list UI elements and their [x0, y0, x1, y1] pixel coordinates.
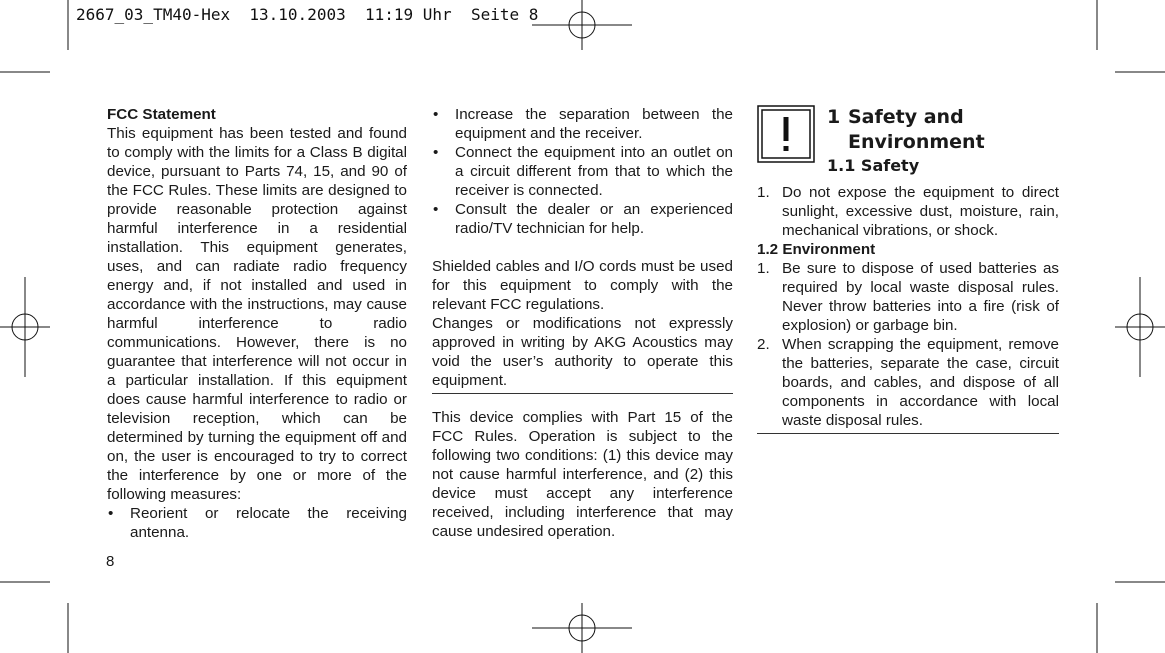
- item-text: Be sure to dispose of used batteries as required by local waste disposal rules. Never throw batteries into a fire (risk of explosion) or garbage bin.: [782, 260, 1059, 334]
- environment-item: [757, 335, 1059, 430]
- column-right: [757, 105, 1059, 448]
- environment-item: [757, 259, 1059, 335]
- fcc-statement-body: This equipment has been tested and found to comply with the limits for a Class B digital device, pursuant to Parts 74, 15, and 90 of the FCC Rules. These limits are designed to provide reasonable protection against harmful interference in a residential installation. This equipment generates, uses, and can radiate radio frequency energy and, if not installed and used in accordance with the instructions, may cause harmful interference to radio communications. However, there is no guarantee that interference will not occur in a particular installation. If this equipment does cause harmful interference to radio or television reception, which can be determined by turning the equipment off and on, the user is encouraged to try to correct the interference by one or more of the following measures:: [107, 125, 407, 503]
- section-number: 1: [827, 106, 841, 128]
- modifications-paragraph: Changes or modifications not expressly approved in writing by AKG Acoustics may void the user’s authority to operate this equipment.: [432, 315, 733, 389]
- measures-list-continued: [432, 105, 733, 238]
- warning-exclamation-icon: [757, 105, 815, 163]
- page-number: 8: [106, 553, 115, 570]
- registration-mark-bottom: [532, 603, 632, 653]
- item-number: 1.: [757, 184, 770, 201]
- shielded-cables-paragraph: Shielded cables and I/O cords must be used for this equipment to comply with the relevant FCC regulations.: [432, 258, 733, 313]
- section-heading: [827, 105, 985, 155]
- subsection-environment-heading: 1.2 Environment: [757, 241, 876, 258]
- safety-list: [757, 183, 1059, 240]
- measure-item: • Consult the dealer or an experienced radio/TV technician for help.: [432, 200, 733, 238]
- item-text: Do not expose the equipment to direct sunlight, excessive dust, moisture, rain, mechanical vibrations, or shock.: [782, 184, 1059, 239]
- print-slug: 2667_03_TM40-Hex 13.10.2003 11:19 Uhr Seite 8: [76, 5, 539, 24]
- column-middle: [432, 105, 733, 541]
- section-heading-line2: Environment: [848, 131, 985, 153]
- measure-item: • Reorient or relocate the receiving antenna.: [107, 504, 407, 542]
- measure-item: • Connect the equipment into an outlet on a circuit different from that to which the receiver is connected.: [432, 143, 733, 200]
- measures-list: [107, 504, 407, 542]
- item-number: 1.: [757, 260, 770, 277]
- column-left: [107, 105, 407, 542]
- section-heading-line1: Safety and: [848, 106, 964, 128]
- safety-heading-block: [757, 105, 1059, 183]
- section-divider: [432, 393, 733, 394]
- environment-list: [757, 259, 1059, 430]
- registration-mark-right: [1115, 277, 1165, 377]
- item-text: When scrapping the equipment, remove the batteries, separate the case, circuit boards, and cables, and dispose of all components in accordance with local waste disposal rules.: [782, 336, 1059, 429]
- registration-mark-top: [532, 0, 632, 50]
- section-end-rule: [757, 433, 1059, 434]
- registration-mark-left: [0, 277, 50, 377]
- subsection-safety-heading: 1.1 Safety: [827, 156, 920, 175]
- item-number: 2.: [757, 336, 770, 353]
- part15-paragraph: This device complies with Part 15 of the FCC Rules. Operation is subject to the following two conditions: (1) this device may not cause harmful interference, and (2) this device must accept any interference received, including interference that may cause undesired operation.: [432, 409, 733, 540]
- fcc-statement-title: FCC Statement: [107, 106, 216, 123]
- measure-item: • Increase the separation between the equipment and the receiver.: [432, 105, 733, 143]
- safety-item: [757, 183, 1059, 240]
